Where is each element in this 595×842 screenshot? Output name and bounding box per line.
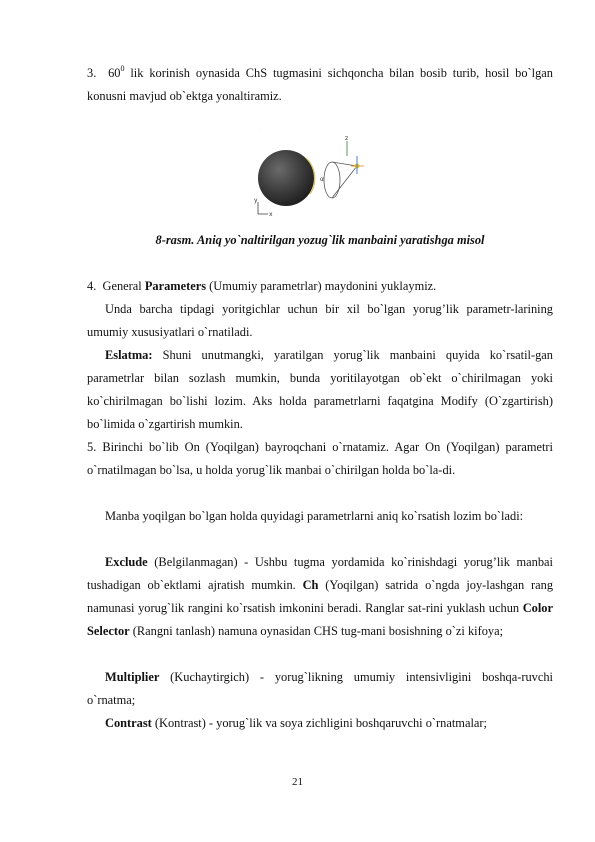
page-number: 21: [292, 776, 303, 788]
step-number: 3.: [87, 66, 97, 80]
light-cone-icon: [320, 135, 364, 198]
svg-text:.: .: [260, 126, 261, 131]
paragraph-step-4: [87, 275, 553, 298]
paragraph-manba: Manba yoqilgan bo`lgan holda quyidagi parametrlarni aniq ko`rsatish lozim bo`ladi:: [105, 509, 524, 523]
contrast-text: (Kontrast) - yorug`lik va soya zichligini boshqaruvchi o`rnatmalar;: [151, 716, 487, 730]
exclude-text-2: (Yoqilgan) satrida o`ngda joy-lashgan rang namunasi yorug`lik rangini ko`rsatish imkonini beradi. Ranglar sat-rini yuklash uchun: [87, 578, 554, 615]
step-number: 4.: [87, 279, 97, 293]
paragraph-exclude: [87, 551, 553, 643]
paragraph-multiplier: [87, 666, 553, 712]
note-text: Shuni unutmangki, yaratilgan yorug`lik manbaini quyida ko`rsatil-gan parametrlar bilan sozlash mumkin, bunda yoritilayotgan ob`ekt o`chirilmagan yoki ko`chirilmagan bo`lishi lozim. Aks holda parametrlarni faqatgina Modify (O`zgartirish) bo`limida o`zgartirish mumkin.: [87, 348, 553, 431]
step-4-pre: General: [102, 279, 145, 293]
angle-value: 60: [108, 66, 121, 80]
note-label: Eslatma:: [105, 348, 153, 362]
multiplier-term: Multiplier: [105, 670, 160, 684]
paragraph-contrast: [87, 712, 553, 735]
step-4-post: (Umumiy parametrlar) maydonini yuklaymiz.: [206, 279, 437, 293]
exclude-text-1: (Belgilanmagan) - Ushbu tugma yordamida ko`rinishdagi yorug’lik manbai tushadigan ob`ektlami ajratish mumkin.: [87, 555, 553, 592]
figure-caption: 8-rasm. Aniq yo`naltirilgan yozug`lik manbaini yaratishga misol: [155, 233, 485, 247]
step-3-text: lik korinish oynasida ChS tugmasini sichqoncha bilan bosib turib, hosil bo`lgan konusni mavjud ob`ektga yonaltiramiz.: [87, 66, 553, 103]
paragraph-unda: Unda barcha tipdagi yoritgichlar uchun bir xil bo`lgan yorug’lik parametr-larining umumiy xususiyatlari o`rnatiladi.: [87, 302, 553, 339]
svg-text:α: α: [320, 176, 324, 183]
paragraph-step-5: 5. Birinchi bo`lib On (Yoqilgan) bayroqchani o`rnatamiz. Agar On (Yoqilgan) parametri o`rnatilmagan bo`lsa, u holda yorug`lik manbai o`chirilgan holda bo`la-di.: [87, 440, 553, 477]
figure-light-illustration: [252, 118, 372, 220]
svg-text:z: z: [345, 135, 349, 142]
contrast-term: Contrast: [105, 716, 152, 730]
color-selector-term: Color Selector: [87, 601, 553, 638]
ch-term: Ch: [302, 578, 319, 592]
paragraph-step-3: [87, 57, 553, 108]
sphere-and-cone-illustration: [252, 118, 372, 220]
sphere-icon: [258, 150, 315, 206]
exclude-term: Exclude: [105, 555, 148, 569]
svg-text:y: y: [254, 197, 258, 204]
exclude-text-3: (Rangni tanlash) namuna oynasidan CHS tug-mani bosishning o`zi kifoya;: [129, 624, 504, 638]
paragraph-note: [87, 344, 553, 436]
degree-superscript: 0: [120, 64, 125, 73]
svg-text:x: x: [269, 211, 273, 218]
parameters-term: Parameters: [144, 279, 207, 293]
multiplier-text: (Kuchaytirgich) - yorug`likning umumiy intensivligini boshqa-ruvchi o`rnatma;: [87, 670, 553, 707]
